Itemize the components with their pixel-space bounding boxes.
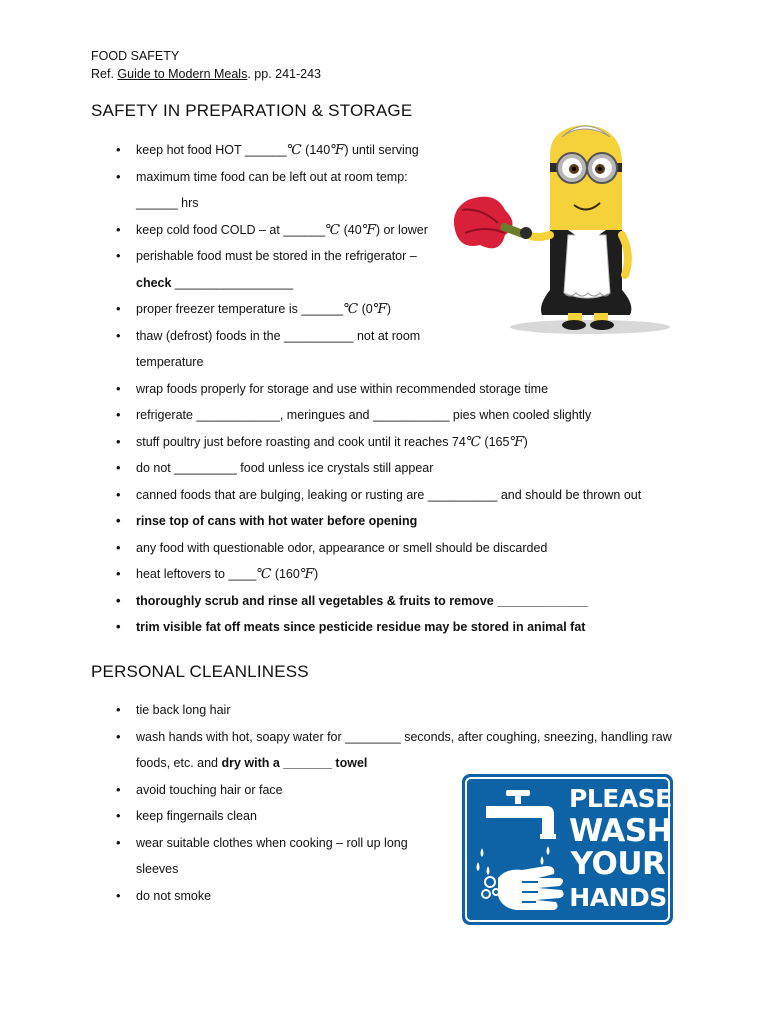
list-item: • keep cold food COLD – at ______℃ (40℉) or lower — [116, 217, 696, 244]
list-item: • keep fingernails clean — [116, 803, 696, 830]
wash-hands-sign — [462, 774, 673, 925]
minion-maid-icon — [450, 115, 672, 340]
feather-duster-icon — [454, 197, 531, 249]
list-item: • canned foods that are bulging, leaking or rusting are __________ and should be thrown out — [116, 482, 696, 509]
list-item: • perishable food must be stored in the refrigerator – check _________________ — [116, 243, 696, 296]
list-item: • refrigerate ____________, meringues and ___________ pies when cooled slightly — [116, 402, 696, 429]
list-item: • heat leftovers to ____℃ (160℉) — [116, 561, 696, 588]
list-item: • trim visible fat off meats since pesticide residue may be stored in animal fat — [116, 614, 696, 641]
faucet-hands-icon — [476, 786, 568, 914]
section-title-cleanliness: PERSONAL CLEANLINESS — [91, 662, 309, 681]
list-item: • stuff poultry just before roasting and cook until it reaches 74℃ (165℉) — [116, 429, 696, 456]
list-item: • rinse top of cans with hot water before opening — [116, 508, 696, 535]
list-item: • wear suitable clothes when cooking – roll up long sleeves — [116, 830, 696, 883]
list-item: • do not _________ food unless ice crystals still appear — [116, 455, 696, 482]
reference-line: Ref. Guide to Modern Meals. pp. 241-243 — [91, 67, 322, 81]
document-header — [91, 47, 321, 83]
list-item: • any food with questionable odor, appearance or smell should be discarded — [116, 535, 696, 562]
list-item: • thaw (defrost) foods in the __________ not at room temperature — [116, 323, 696, 376]
list-item: • tie back long hair — [116, 697, 696, 724]
section-title-safety: SAFETY IN PREPARATION & STORAGE — [91, 101, 413, 120]
doc-title: FOOD SAFETY — [91, 49, 180, 63]
list-item: • proper freezer temperature is ______℃ (0℉) — [116, 296, 696, 323]
sign-text: PLEASE WASH YOUR HANDS — [569, 784, 673, 912]
list-item: • thoroughly scrub and rinse all vegetables & fruits to remove _____________ — [116, 588, 696, 615]
list-item: • keep hot food HOT ______℃ (140℉) until serving — [116, 137, 696, 164]
reference-book: Guide to Modern Meals — [117, 67, 248, 81]
list-item: • maximum time food can be left out at room temp: ______ hrs — [116, 164, 696, 217]
list-item: • do not smoke — [116, 883, 696, 910]
list-item: • wrap foods properly for storage and use within recommended storage time — [116, 376, 696, 403]
list-item: • wash hands with hot, soapy water for ________ seconds, after coughing, sneezing, handling raw foods, etc. and dry with a _______ towel — [116, 724, 696, 777]
list-item: • avoid touching hair or face — [116, 777, 696, 804]
